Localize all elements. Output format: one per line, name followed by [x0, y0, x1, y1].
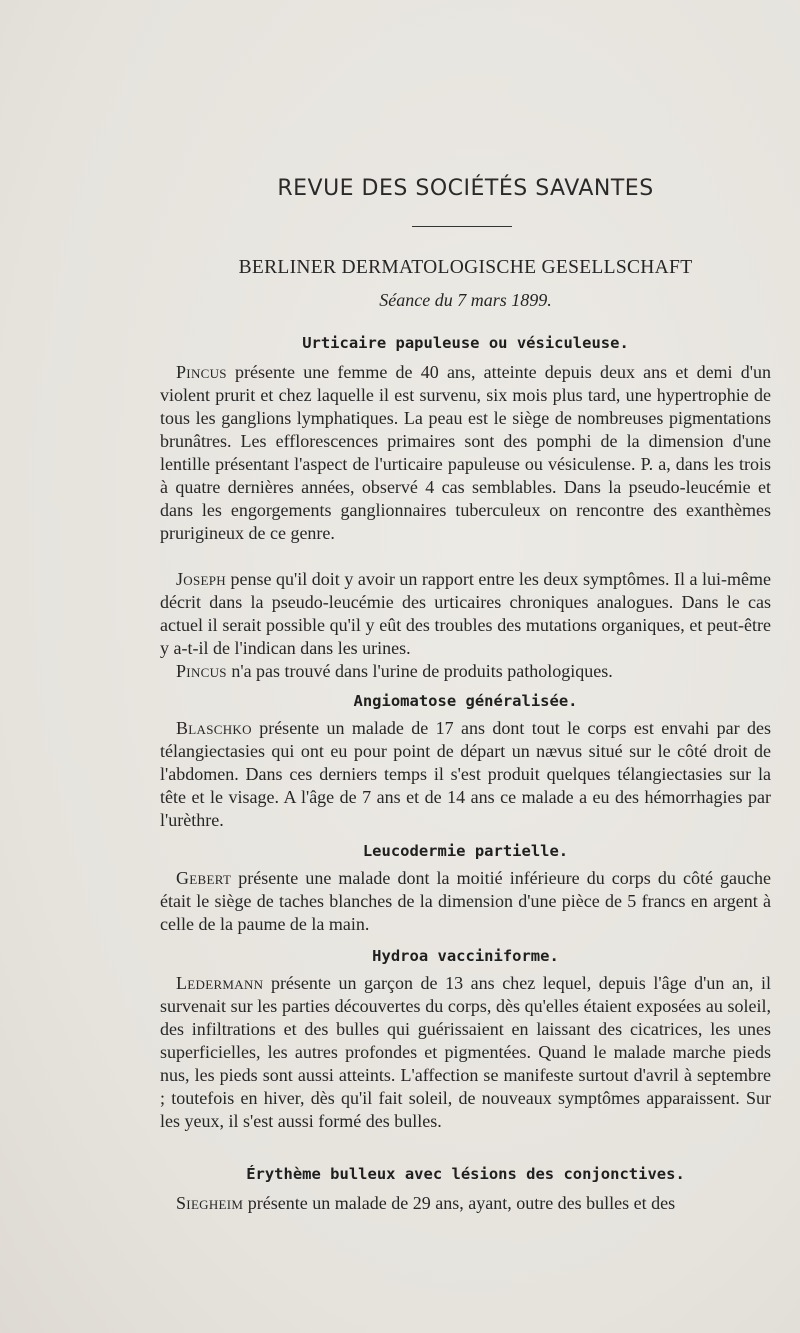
paragraph-text: n'a pas trouvé dans l'urine de produits pathologiques. — [231, 661, 613, 681]
paragraph-text: présente un malade de 17 ans dont tout le corps est envahi par des télangiectasies qui ont eu pour point de départ un nævus situé sur le côté droit de l'abdomen. Dans ces derniers temps il s'est produit quelques télangiectasies sur la tête et le visage. A l'âge de 7 ans et de 14 ans ce malade a eu des hémorrhagies par l'urèthre. — [160, 718, 772, 830]
section-heading: Leucodermie partielle. — [362, 842, 569, 860]
paragraph-text: présente une femme de 40 ans, atteinte depuis deux ans et demi d'un violent prurit et chez laquelle il est survenu, six mois plus tard, une hypertrophie de tous les ganglions lymphatiques. La peau est le siège de nombreuses pigmentations brunâtres. Les efflorescences primaires sont des pomphi de la dimension d'une lentille présentant l'aspect de l'urticaire papuleuse ou vésiculense. P. a, dans les trois à quatre dernières années, observé 4 cas semblables. Dans la pseudo-leucémie et dans les engorgements ganglionnaires tuberculeux on rencontre des exanthèmes prurigineux de ce genre. — [160, 362, 772, 543]
journal-section-title: REVUE DES SOCIÉTÉS SAVANTES — [277, 176, 654, 201]
author-name: Siegheim — [176, 1193, 244, 1213]
section-heading: Angiomatose généralisée. — [353, 692, 578, 710]
paragraph — [160, 867, 771, 936]
paragraph-text: présente un malade de 29 ans, ayant, outre des bulles et des — [247, 1193, 676, 1213]
session-date: Séance du 7 mars 1899. — [379, 290, 552, 310]
paragraph — [160, 361, 771, 545]
paragraph-text: présente un garçon de 13 ans chez lequel, depuis l'âge d'un an, il survenait sur les parties découvertes du corps, dès qu'elles étaient exposées au soleil, des infiltrations et des bulles qui guérissaient en laissant des cicatrices, les unes superficielles, les autres profondes et pigmentées. Quand le malade marche pieds nus, les pieds sont aussi atteints. L'affection se manifeste surtout d'avril à septembre ; toutefois en hiver, dès qu'il fait soleil, de nouveaux symptômes apparaissent. Sur les yeux, il s'est aussi formé des bulles. — [160, 973, 771, 1131]
author-name: Blaschko — [176, 718, 252, 738]
paragraph — [160, 568, 771, 660]
paragraph-text: présente une malade dont la moitié inférieure du corps du côté gauche était le siège de taches blanches de la dimension d'une pièce de 5 francs en argent à celle de la paume de la main. — [160, 868, 771, 934]
society-name: BERLINER DERMATOLOGISCHE GESELLSCHAFT — [238, 257, 693, 278]
paragraph-text: pense qu'il doit y avoir un rapport entre les deux symptômes. Il a lui-même décrit dans la pseudo-leucémie des urticaires chroniques analogues. Dans le cas actuel il serait possible qu'il y eût des troubles des mutations organiques, et peut-être y a-t-il de l'indican dans les urines. — [160, 569, 771, 658]
author-name: Ledermann — [176, 973, 264, 993]
author-name: Pincus — [176, 362, 227, 382]
paragraph — [160, 717, 771, 832]
section-heading: Urticaire papuleuse ou vésiculeuse. — [302, 334, 629, 352]
title-divider — [412, 226, 512, 227]
section-heading: Érythème bulleux avec lésions des conjonctives. — [246, 1165, 685, 1183]
author-name: Joseph — [176, 569, 226, 589]
paragraph — [160, 972, 771, 1133]
paragraph — [160, 660, 771, 683]
author-name: Pincus — [176, 661, 227, 681]
author-name: Gebert — [176, 868, 232, 888]
paragraph — [160, 1192, 771, 1215]
section-heading: Hydroa vacciniforme. — [372, 947, 559, 965]
